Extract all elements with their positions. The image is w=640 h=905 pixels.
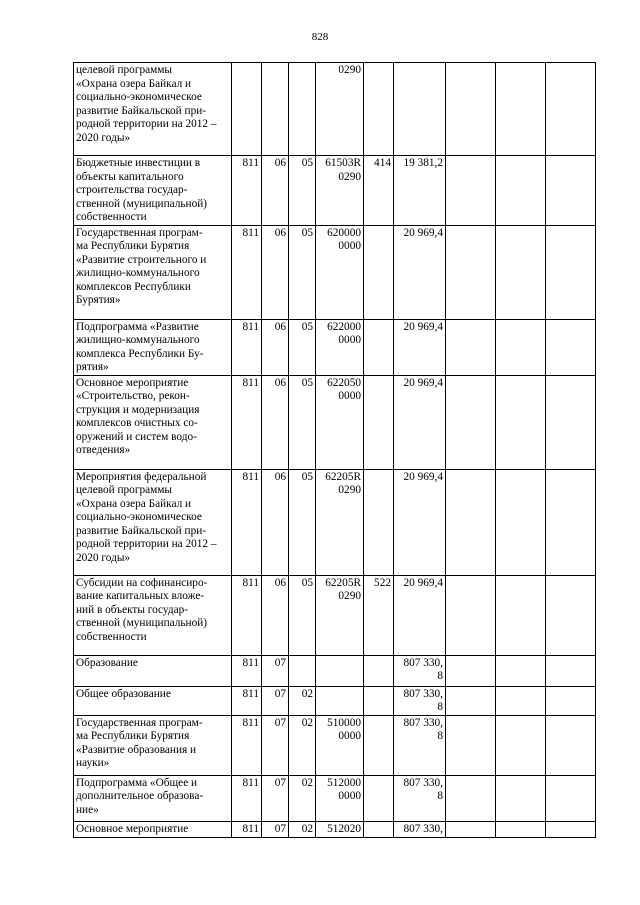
item-name-cell-line: собственности <box>76 211 147 223</box>
amount-cell-line: 20 969,4 <box>403 470 443 483</box>
table-row <box>74 319 596 375</box>
item-name-cell-line: ма Республики Бурятия <box>76 730 190 742</box>
item-name-cell-line: оружений и систем водо- <box>76 430 197 443</box>
item-name-cell-line: социально-экономическое <box>76 91 202 103</box>
amount-cell <box>394 775 446 821</box>
target-article-cell <box>316 375 364 469</box>
empty-cell <box>546 775 596 821</box>
subsection-code-cell: 05 <box>289 469 316 575</box>
item-name-cell-line: «Развитие образования и <box>76 743 197 756</box>
subsection-code-cell: 02 <box>289 686 316 715</box>
table-row <box>74 469 596 575</box>
target-article-cell-line: 510000 <box>327 716 361 729</box>
item-name-cell-line: объекты капитального <box>76 170 184 183</box>
item-name-cell-line: Основное мероприятие <box>76 376 189 389</box>
table-row <box>74 156 596 226</box>
expense-type-cell <box>364 225 394 319</box>
table-row <box>74 715 596 775</box>
item-name-cell <box>74 375 232 469</box>
subsection-code-cell: 02 <box>289 821 316 837</box>
empty-cell <box>546 655 596 686</box>
item-name-cell-line: ма Республики Бурятия <box>76 240 190 252</box>
item-name-cell-line: жилищно-коммунального <box>76 334 200 346</box>
amount-cell-line: 20 969,4 <box>403 226 443 239</box>
subsection-code-cell: 05 <box>289 375 316 469</box>
amount-cell <box>394 63 446 156</box>
section-code-cell: 07 <box>262 775 289 821</box>
empty-cell <box>446 469 496 575</box>
item-name-cell <box>74 63 232 156</box>
amount-cell <box>394 821 446 837</box>
item-name-cell-line: «Строительство, рекон- <box>76 390 190 402</box>
item-name-cell-line: строительства государ- <box>76 184 188 196</box>
expense-type-cell <box>364 715 394 775</box>
expense-type-cell <box>364 319 394 375</box>
empty-cell <box>446 225 496 319</box>
table-row <box>74 225 596 319</box>
item-name-cell-line: развитие Байкальской при- <box>76 524 207 537</box>
item-name-cell-line: ственной (муниципальной) <box>76 617 208 629</box>
expense-type-cell <box>364 821 394 837</box>
expense-type-cell: 522 <box>364 575 394 655</box>
item-name-cell <box>74 715 232 775</box>
page-number: 828 <box>311 31 329 43</box>
amount-cell <box>394 469 446 575</box>
target-article-cell <box>316 821 364 837</box>
item-name-cell-line: собственности <box>76 630 147 643</box>
section-code-cell: 06 <box>262 225 289 319</box>
table-row <box>74 63 596 156</box>
item-name-cell-line: 2020 годы» <box>76 551 131 564</box>
empty-cell <box>446 375 496 469</box>
subsection-code-cell: 02 <box>289 715 316 775</box>
subsection-code-cell: 02 <box>289 775 316 821</box>
item-name-cell-line: комплексов Республики <box>76 280 191 293</box>
amount-cell <box>394 715 446 775</box>
budget-table <box>73 62 596 838</box>
empty-cell <box>546 575 596 655</box>
item-name-cell-line: целевой программы <box>76 64 173 76</box>
amount-cell <box>394 156 446 226</box>
empty-cell <box>496 319 546 375</box>
empty-cell <box>446 319 496 375</box>
subsection-code-cell <box>289 655 316 686</box>
empty-cell <box>546 63 596 156</box>
empty-cell <box>446 575 496 655</box>
empty-cell <box>446 715 496 775</box>
amount-cell-line: 807 330, <box>403 822 443 835</box>
item-name-cell-line: комплекса Республики Бу- <box>76 347 204 360</box>
empty-cell <box>546 686 596 715</box>
item-name-cell-line: «Охрана озера Байкал и <box>76 77 192 90</box>
section-code-cell: 07 <box>262 715 289 775</box>
empty-cell <box>446 63 496 156</box>
amount-cell-line: 8 <box>437 730 443 742</box>
amount-cell-line: 8 <box>437 670 443 682</box>
item-name-cell-line: дополнительное образова- <box>76 790 204 802</box>
item-name-cell-line: жилищно-коммунального <box>76 267 200 279</box>
subsection-code-cell: 05 <box>289 156 316 226</box>
empty-cell <box>546 821 596 837</box>
table-body <box>74 63 596 838</box>
empty-cell <box>446 821 496 837</box>
item-name-cell-line: Подпрограмма «Развитие <box>76 320 199 333</box>
target-article-cell-line: 0000 <box>338 240 361 252</box>
ved-code-cell: 811 <box>232 655 262 686</box>
item-name-cell-line: целевой программы <box>76 484 173 496</box>
empty-cell <box>496 715 546 775</box>
empty-cell <box>546 375 596 469</box>
amount-cell <box>394 655 446 686</box>
ved-code-cell <box>232 63 262 156</box>
item-name-cell <box>74 821 232 837</box>
amount-cell-line: 20 969,4 <box>403 576 443 589</box>
item-name-cell-line: Бурятия» <box>76 294 121 306</box>
expense-type-cell <box>364 375 394 469</box>
item-name-cell-line: «Развитие строительного и <box>76 253 207 266</box>
item-name-cell-line: развитие Байкальской при- <box>76 104 207 117</box>
empty-cell <box>496 469 546 575</box>
item-name-cell-line: «Охрана озера Байкал и <box>76 497 192 510</box>
target-article-cell-line: 622050 <box>327 376 361 389</box>
target-article-cell <box>316 715 364 775</box>
target-article-cell-line: 512020 <box>327 822 361 835</box>
item-name-cell-line: Бюджетные инвестиции в <box>76 157 201 169</box>
empty-cell <box>496 156 546 226</box>
amount-cell <box>394 686 446 715</box>
expense-type-cell <box>364 686 394 715</box>
item-name-cell-line: Образование <box>76 656 138 669</box>
empty-cell <box>546 469 596 575</box>
amount-cell-line: 20 969,4 <box>403 376 443 389</box>
table-row <box>74 775 596 821</box>
target-article-cell <box>316 156 364 226</box>
expense-type-cell <box>364 775 394 821</box>
amount-cell-line: 807 330, <box>403 687 443 700</box>
target-article-cell <box>316 575 364 655</box>
target-article-cell <box>316 655 364 686</box>
ved-code-cell: 811 <box>232 225 262 319</box>
target-article-cell-line: 62205R <box>325 470 361 483</box>
item-name-cell-line: Субсидии на софинансиро- <box>76 576 208 589</box>
target-article-cell-line: 0290 <box>338 590 361 602</box>
section-code-cell <box>262 63 289 156</box>
item-name-cell-line: Подпрограмма «Общее и <box>76 776 198 789</box>
item-name-cell-line: родной территории на 2012 – <box>76 118 217 130</box>
table-row <box>74 655 596 686</box>
ved-code-cell: 811 <box>232 686 262 715</box>
section-code-cell: 06 <box>262 375 289 469</box>
amount-cell-line: 807 330, <box>403 776 443 789</box>
empty-cell <box>546 319 596 375</box>
target-article-cell <box>316 686 364 715</box>
target-article-cell-line: 512000 <box>327 776 361 789</box>
item-name-cell <box>74 156 232 226</box>
subsection-code-cell <box>289 63 316 156</box>
item-name-cell-line: Мероприятия федеральной <box>76 470 207 483</box>
section-code-cell: 06 <box>262 319 289 375</box>
item-name-cell-line: рятия» <box>76 361 109 373</box>
target-article-cell <box>316 225 364 319</box>
empty-cell <box>446 655 496 686</box>
item-name-cell-line: струкция и модернизация <box>76 403 200 416</box>
target-article-cell <box>316 63 364 156</box>
expense-type-cell <box>364 63 394 156</box>
empty-cell <box>496 225 546 319</box>
subsection-code-cell: 05 <box>289 575 316 655</box>
table-row <box>74 575 596 655</box>
item-name-cell-line: ний в объекты государ- <box>76 603 189 616</box>
empty-cell <box>446 686 496 715</box>
amount-cell-line: 8 <box>437 701 443 713</box>
section-code-cell: 07 <box>262 686 289 715</box>
item-name-cell-line: родной территории на 2012 – <box>76 538 217 550</box>
item-name-cell-line: социально-экономическое <box>76 511 202 523</box>
empty-cell <box>496 686 546 715</box>
empty-cell <box>496 63 546 156</box>
ved-code-cell: 811 <box>232 156 262 226</box>
section-code-cell: 07 <box>262 655 289 686</box>
ved-code-cell: 811 <box>232 821 262 837</box>
item-name-cell-line: отведения» <box>76 444 131 456</box>
ved-code-cell: 811 <box>232 319 262 375</box>
target-article-cell-line: 61503R <box>325 157 361 169</box>
empty-cell <box>496 375 546 469</box>
target-article-cell-line: 0290 <box>338 484 361 496</box>
item-name-cell-line: науки» <box>76 757 110 769</box>
amount-cell <box>394 575 446 655</box>
empty-cell <box>546 156 596 226</box>
target-article-cell-line: 620000 <box>327 226 361 239</box>
item-name-cell-line: Государственная програм- <box>76 716 203 729</box>
empty-cell <box>446 775 496 821</box>
target-article-cell-line: 0000 <box>338 790 361 802</box>
item-name-cell <box>74 319 232 375</box>
empty-cell <box>546 715 596 775</box>
section-code-cell: 06 <box>262 469 289 575</box>
amount-cell <box>394 225 446 319</box>
target-article-cell-line: 0000 <box>338 730 361 742</box>
item-name-cell <box>74 655 232 686</box>
subsection-code-cell: 05 <box>289 225 316 319</box>
target-article-cell-line: 0290 <box>338 64 361 76</box>
target-article-cell-line: 0000 <box>338 334 361 346</box>
item-name-cell <box>74 225 232 319</box>
empty-cell <box>496 821 546 837</box>
item-name-cell-line: ственной (муниципальной) <box>76 197 208 210</box>
target-article-cell <box>316 775 364 821</box>
ved-code-cell: 811 <box>232 775 262 821</box>
amount-cell-line: 8 <box>437 790 443 802</box>
target-article-cell <box>316 319 364 375</box>
table-row <box>74 375 596 469</box>
item-name-cell <box>74 575 232 655</box>
expense-type-cell <box>364 655 394 686</box>
item-name-cell-line: Основное мероприятие <box>76 822 189 835</box>
amount-cell <box>394 319 446 375</box>
section-code-cell: 06 <box>262 156 289 226</box>
expense-type-cell: 414 <box>364 156 394 226</box>
table-row <box>74 821 596 837</box>
empty-cell <box>496 575 546 655</box>
empty-cell <box>546 225 596 319</box>
expense-type-cell <box>364 469 394 575</box>
amount-cell-line: 19 381,2 <box>403 157 443 169</box>
section-code-cell: 06 <box>262 575 289 655</box>
item-name-cell-line: комплексов очистных со- <box>76 417 198 429</box>
ved-code-cell: 811 <box>232 375 262 469</box>
item-name-cell-line: ние» <box>76 803 99 816</box>
item-name-cell <box>74 469 232 575</box>
item-name-cell-line: Государственная програм- <box>76 226 203 239</box>
target-article-cell <box>316 469 364 575</box>
amount-cell <box>394 375 446 469</box>
amount-cell-line: 807 330, <box>403 716 443 729</box>
amount-cell-line: 807 330, <box>403 656 443 669</box>
target-article-cell-line: 0290 <box>338 170 361 183</box>
item-name-cell-line: Общее образование <box>76 687 171 700</box>
empty-cell <box>496 775 546 821</box>
ved-code-cell: 811 <box>232 469 262 575</box>
subsection-code-cell: 05 <box>289 319 316 375</box>
empty-cell <box>446 156 496 226</box>
section-code-cell: 07 <box>262 821 289 837</box>
target-article-cell-line: 622000 <box>327 320 361 333</box>
item-name-cell-line: 2020 годы» <box>76 131 131 144</box>
item-name-cell <box>74 686 232 715</box>
target-article-cell-line: 62205R <box>325 576 361 589</box>
amount-cell-line: 20 969,4 <box>403 320 443 333</box>
target-article-cell-line: 0000 <box>338 390 361 402</box>
item-name-cell <box>74 775 232 821</box>
empty-cell <box>496 655 546 686</box>
table-row <box>74 686 596 715</box>
ved-code-cell: 811 <box>232 575 262 655</box>
ved-code-cell: 811 <box>232 715 262 775</box>
item-name-cell-line: вание капитальных вложе- <box>76 590 205 602</box>
